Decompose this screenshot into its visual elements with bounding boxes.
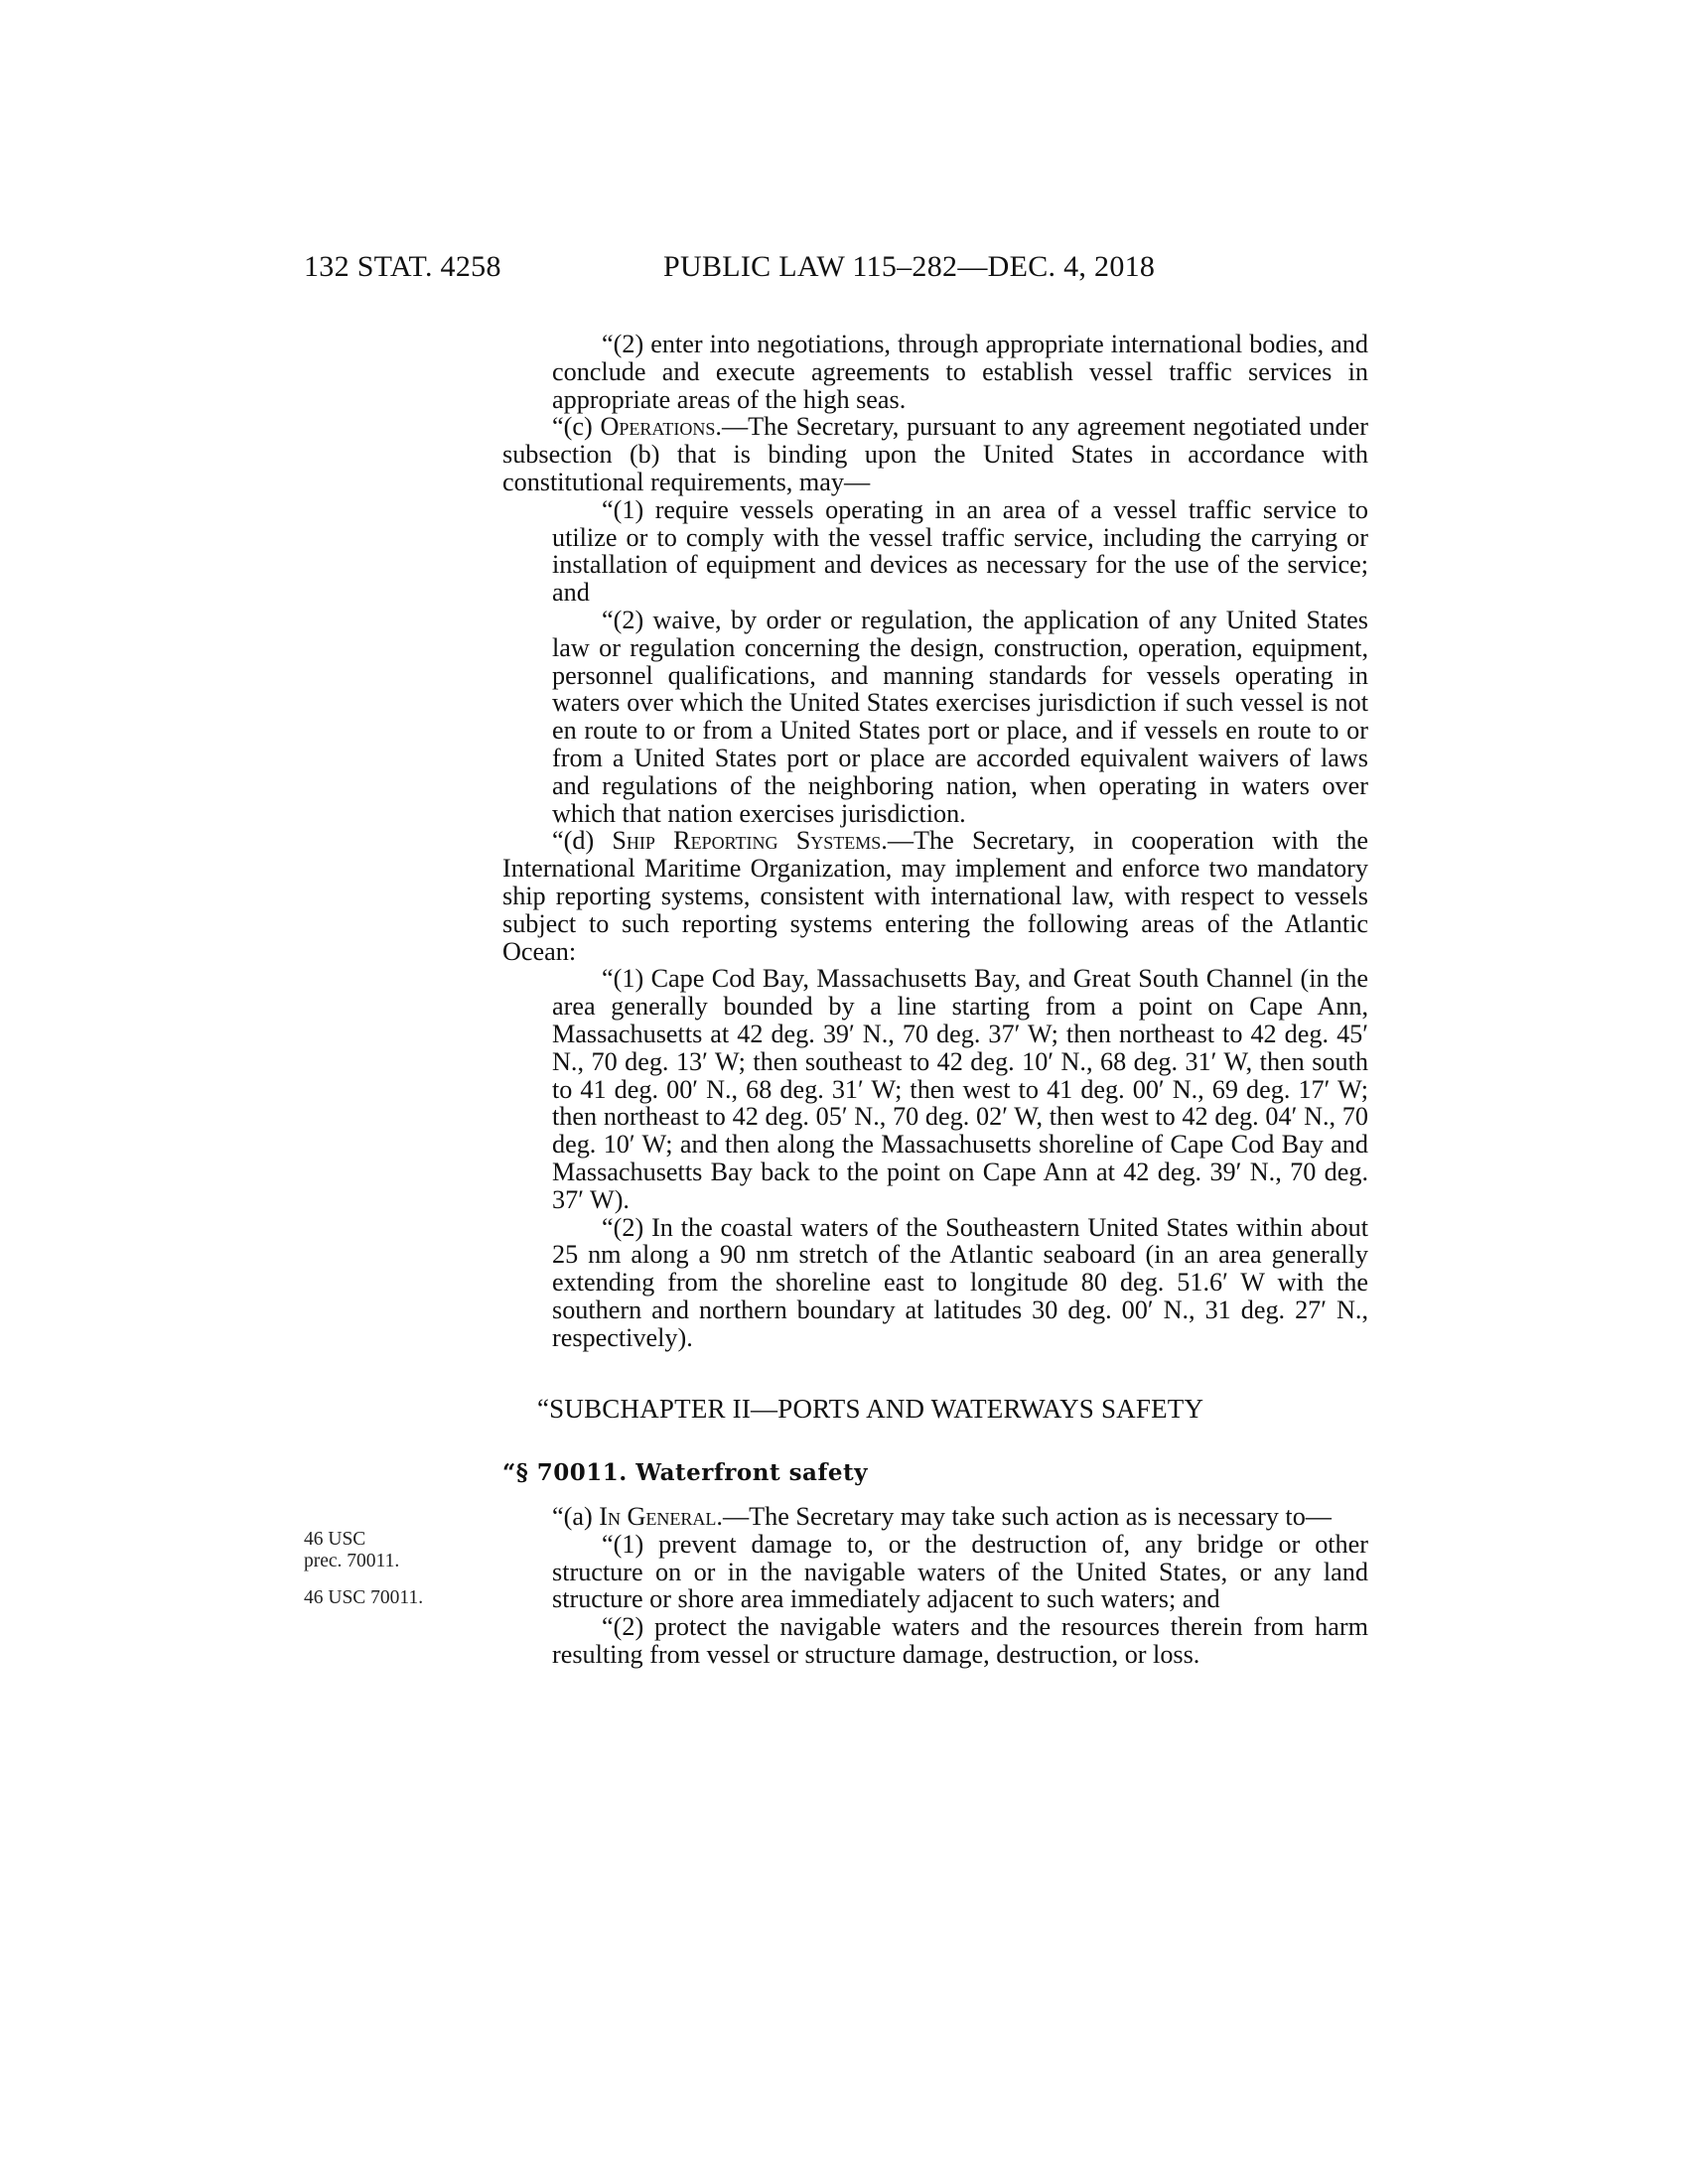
paragraph-c1: “(1) require vessels operating in an area of a vessel traffic service to utilize or to comply with the vessel traffic service, including the carrying or installation of equipment and devices as necessary for the use of the service; and [552, 494, 1368, 608]
document-body [502, 331, 1368, 1669]
paragraph-a2: “(2) protect the navigable waters and the resources therein from harm resulting from vessel or structure damage, destruction, or loss. [552, 1612, 1368, 1670]
subsection-c [502, 413, 1368, 495]
subsection-c-text: .—The Secretary, pursuant to any agreement negotiated under subsection (b) that is binding upon the United States in accordance with constitutional requirements, may— [502, 412, 1368, 496]
section-heading: “§ 70011. Waterfront safety [502, 1459, 868, 1487]
paragraph-b2: “(2) enter into negotiations, through appropriate international bodies, and conclude and execute agreements to establish vessel traffic services in appropriate areas of the high seas. [552, 330, 1368, 414]
paragraph-d1: “(1) Cape Cod Bay, Massachusetts Bay, and Great South Channel (in the area generally bounded by a line starting from a point on Cape Ann, Massachusetts at 42 deg. 39′ N., 70 deg. 37′ W; then northeast to 42 deg. 45′ N., 70 deg. 13′ W; then southeast to 42 deg. 10′ N., 68 deg. 31′ W, then south to 41 deg. 00′ N., 68 deg. 31′ W; then west to 41 deg. 00′ N., 69 deg. 17′ W; then northeast to 42 deg. 05′ N., 70 deg. 02′ W, then west to 42 deg. 04′ N., 70 deg. 10′ W; and then along the Massachusetts shoreline of Cape Cod Bay and Massachusetts Bay back to the point on Cape Ann at 42 deg. 39′ N., 70 deg. 37′ W). [552, 964, 1368, 1214]
section-70011-text [502, 1503, 1368, 1669]
statute-page-number: 132 STAT. 4258 [304, 250, 501, 283]
margin-note-section: 46 USC 70011. [304, 1587, 424, 1608]
subchapter-heading: “SUBCHAPTER II—PORTS AND WATERWAYS SAFETY [537, 1394, 1204, 1425]
subsection-a-label: “(a) [552, 1502, 600, 1532]
subsection-a-heading: In General [599, 1502, 717, 1532]
subsection-a-text: .—The Secretary may take such action as is necessary to— [716, 1502, 1332, 1532]
subsection-c-label: “(c) [552, 412, 601, 442]
margin-note-subchapter: 46 USC prec. 70011. [304, 1529, 400, 1571]
public-law-citation: PUBLIC LAW 115–282—DEC. 4, 2018 [663, 250, 1156, 283]
subsection-d [502, 827, 1368, 965]
paragraph-c2: “(2) waive, by order or regulation, the application of any United States law or regulation concerning the design, construction, operation, equipment, personnel qualifications, and manning standards for vessels operating in waters over which the United States exercises jurisdiction if such vessel is not en route to or from a United States port or place, and if vessels en route to or from a United States port or place are accorded equivalent waivers of laws and regulations of the neighboring nation, when operating in waters over which that nation exercises jurisdiction. [552, 605, 1368, 828]
subsection-d-text: .—The Secretary, in cooperation with the International Maritime Organization, may implement and enforce two mandatory ship reporting systems, consistent with international law, with respect to vessels subject to such reporting systems entering the following areas of the Atlantic Ocean: [502, 826, 1368, 966]
paragraph-d2: “(2) In the coastal waters of the Southeastern United States within about 25 nm along a 90 nm stretch of the Atlantic seaboard (in an area generally extending from the shoreline east to longitude 80 deg. 51.6′ W with the southern and northern boundary at latitudes 30 deg. 00′ N., 31 deg. 27′ N., respectively). [552, 1212, 1368, 1352]
paragraph-a1: “(1) prevent damage to, or the destruction of, any bridge or other structure on or in the navigable waters of the United States, or any land structure or shore area immediately adjacent to such waters; and [552, 1529, 1368, 1614]
subsection-d-heading: Ship Reporting Systems [612, 826, 882, 856]
subsection-a [502, 1503, 1368, 1531]
subsection-c-heading: Operations [600, 412, 716, 442]
page-header [304, 250, 1368, 290]
subsection-d-label: “(d) [552, 826, 613, 856]
